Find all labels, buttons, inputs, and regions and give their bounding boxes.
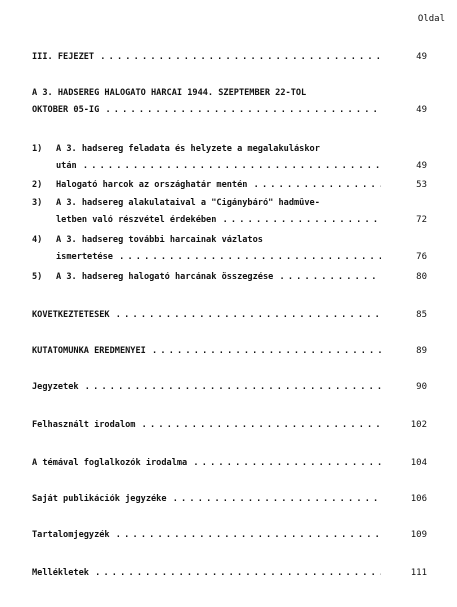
- entry-leader: [32, 568, 381, 578]
- entry-title: Halogató harcok az országhatár mentén: [56, 180, 248, 190]
- entry-title: OKTÓBER 05-IG: [32, 105, 100, 115]
- entry-title: ismertetése: [56, 252, 113, 262]
- entry-title: KUTATÓMUNKA EREDMÉNYEI: [32, 346, 146, 356]
- entry-page-number: 89: [416, 346, 427, 356]
- toc-line: [32, 198, 427, 210]
- toc-line: [32, 568, 427, 580]
- entry-title: A 3. hadsereg alakulataival a "Cigánybáró" hadmûve-: [56, 198, 320, 208]
- entry-page-number: 49: [416, 161, 427, 171]
- entry-leader: [32, 52, 381, 62]
- entry-leader: [32, 105, 381, 115]
- entry-page-number: 109: [410, 530, 427, 540]
- entry-title: A 3. hadsereg feladata és helyzete a megalakuláskor: [56, 144, 320, 154]
- entry-title: Jegyzetek: [32, 382, 79, 392]
- entry-page-number: 111: [410, 568, 427, 578]
- toc-line: [32, 215, 427, 227]
- entry-leader: [32, 346, 381, 356]
- entry-page-number: 104: [410, 458, 427, 468]
- entry-page-number: 49: [416, 105, 427, 115]
- toc-line: [32, 52, 427, 64]
- toc-line: [32, 382, 427, 394]
- entry-title: A 3. hadsereg halogató harcának összegzése: [56, 272, 274, 282]
- toc-line: [32, 494, 427, 506]
- toc-line: [32, 161, 427, 173]
- entry-page-number: 80: [416, 272, 427, 282]
- entry-title: A 3. hadsereg további harcainak vázlatos: [56, 235, 263, 245]
- toc-line: [32, 420, 427, 432]
- entry-number: 2): [32, 180, 43, 190]
- entry-title: KÖVETKEZTETÉSEK: [32, 310, 110, 320]
- entry-number: 4): [32, 235, 43, 245]
- entry-leader: [56, 180, 381, 190]
- toc-line: [32, 530, 427, 542]
- entry-number: 1): [32, 144, 43, 154]
- toc-line: [32, 252, 427, 264]
- entry-page-number: 106: [410, 494, 427, 504]
- entry-leader: [56, 215, 381, 225]
- toc-line: [32, 272, 427, 284]
- entry-leader: [32, 382, 381, 392]
- entry-title: után: [56, 161, 77, 171]
- entry-leader: [32, 310, 381, 320]
- entry-title: Felhasznált irodalom: [32, 420, 136, 430]
- entry-leader: [56, 252, 381, 262]
- entry-page-number: 102: [410, 420, 427, 430]
- entry-title: A témával foglalkozók irodalma: [32, 458, 188, 468]
- entry-page-number: 53: [416, 180, 427, 190]
- entry-title: Mellékletek: [32, 568, 89, 578]
- entry-page-number: 90: [416, 382, 427, 392]
- toc-line: [32, 144, 427, 156]
- toc-line: [32, 458, 427, 470]
- toc-line: [32, 346, 427, 358]
- toc-line: [32, 235, 427, 247]
- entry-title: III. FEJEZET: [32, 52, 95, 62]
- toc-line: [32, 180, 427, 192]
- entry-leader: [32, 530, 381, 540]
- entry-title: letben való részvétel érdekében: [56, 215, 217, 225]
- entry-page-number: 85: [416, 310, 427, 320]
- entry-leader: [32, 494, 381, 504]
- entry-page-number: 72: [416, 215, 427, 225]
- entry-leader: [32, 420, 381, 430]
- entry-number: 3): [32, 198, 43, 208]
- toc-line: [32, 88, 427, 100]
- entry-leader: [56, 161, 381, 171]
- entry-number: 5): [32, 272, 43, 282]
- entry-page-number: 49: [416, 52, 427, 62]
- entry-page-number: 76: [416, 252, 427, 262]
- toc-line: [32, 105, 427, 117]
- toc-line: [32, 310, 427, 322]
- entry-title: Saját publikációk jegyzéke: [32, 494, 167, 504]
- entry-title: A 3. HADSEREG HALOGATÓ HARCAI 1944. SZEPTEMBER 22-TŐL: [32, 88, 307, 98]
- entry-leader: [56, 272, 381, 282]
- entry-leader: [32, 458, 381, 468]
- entry-title: Tartalomjegyzék: [32, 530, 110, 540]
- page-column-label: Oldal: [417, 14, 445, 24]
